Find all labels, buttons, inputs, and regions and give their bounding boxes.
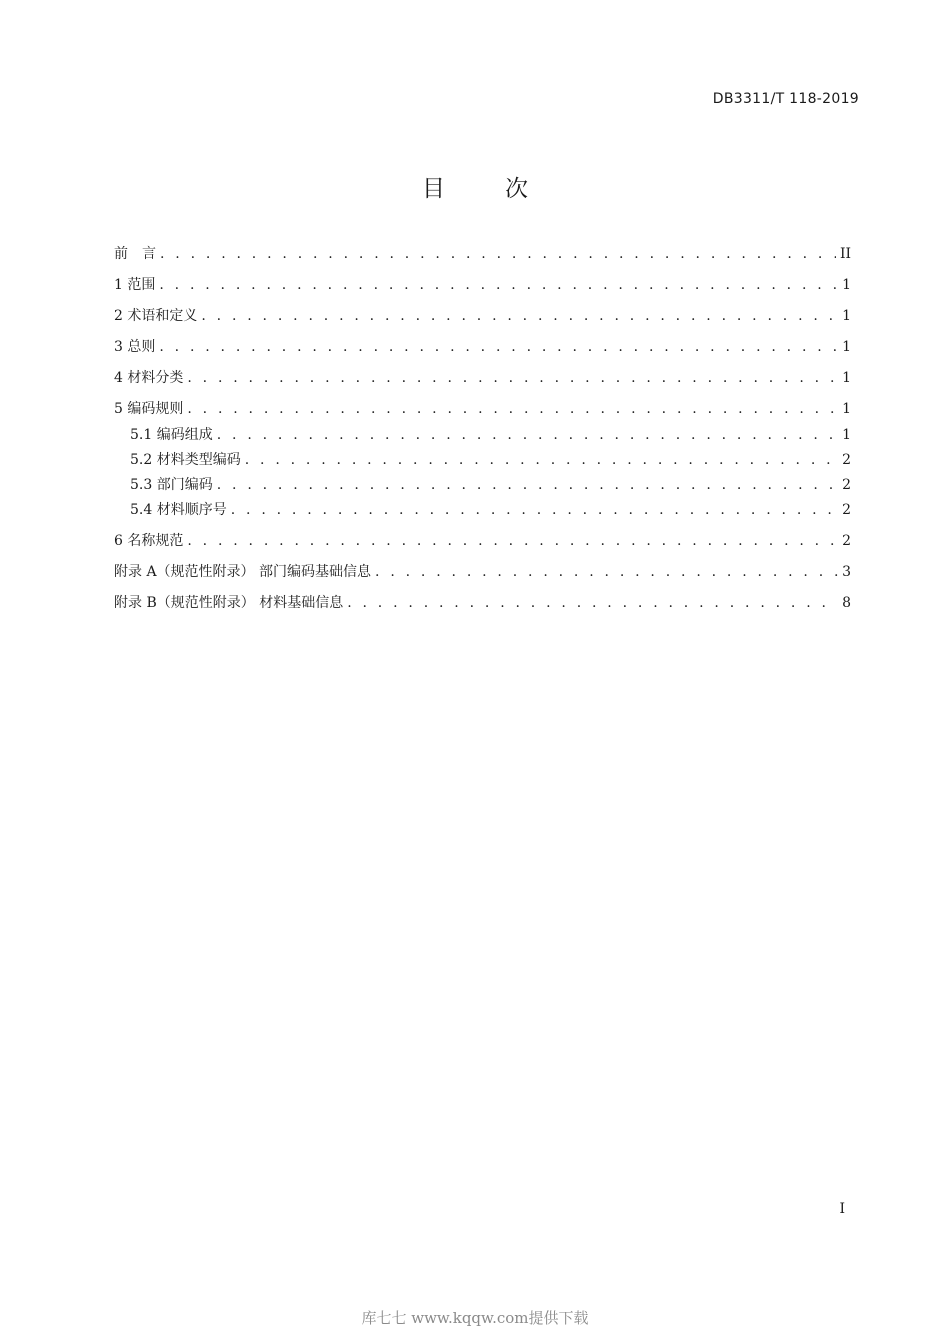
toc-leader-dots <box>245 450 838 470</box>
toc-entry-label: 5 编码规则 <box>114 401 184 417</box>
toc-entry-label: 前 言 <box>114 246 156 262</box>
toc-entry-page: 1 <box>842 339 851 355</box>
toc-leader-dots <box>375 562 838 582</box>
toc-entry-classification[interactable] <box>114 368 851 388</box>
toc-entry-label: 5.2 材料类型编码 <box>130 452 241 468</box>
toc-entry-page: 1 <box>842 427 851 443</box>
toc-leader-dots <box>347 593 838 613</box>
toc-leader-dots <box>159 275 838 295</box>
toc-entry-page: 2 <box>842 533 851 549</box>
page-title: 目次 <box>422 176 588 202</box>
toc-entry-terms[interactable] <box>114 306 851 326</box>
toc-leader-dots <box>201 306 838 326</box>
toc-entry-page: II <box>839 246 851 262</box>
toc-leader-dots <box>187 368 838 388</box>
toc-entry-page: 1 <box>842 308 851 324</box>
toc-entry-page: 1 <box>842 370 851 386</box>
toc-leader-dots <box>217 425 838 445</box>
toc-entry-page: 2 <box>842 452 851 468</box>
toc-leader-dots <box>160 244 836 264</box>
toc-entry-page: 1 <box>842 401 851 417</box>
toc-entry-appendix-b[interactable] <box>114 593 851 613</box>
page-number: I <box>839 1201 845 1217</box>
download-watermark: 库七七 www.kqqw.com提供下载 <box>361 1309 589 1327</box>
toc-entry-label: 6 名称规范 <box>114 533 184 549</box>
toc-entry-label: 5.4 材料顺序号 <box>130 502 227 518</box>
toc-leader-dots <box>217 475 838 495</box>
toc-entry-page: 2 <box>842 502 851 518</box>
toc-entry-label: 4 材料分类 <box>114 370 184 386</box>
toc-entry-department-code[interactable] <box>114 475 851 495</box>
toc-entry-appendix-a[interactable] <box>114 562 851 582</box>
toc-entry-label: 附录 B（规范性附录） 材料基础信息 <box>114 595 344 611</box>
toc-entry-material-type-code[interactable] <box>114 450 851 470</box>
toc-entry-page: 2 <box>842 477 851 493</box>
toc-entry-label: 附录 A（规范性附录） 部门编码基础信息 <box>114 564 372 580</box>
toc-leader-dots <box>187 531 838 551</box>
toc-leader-dots <box>159 337 838 357</box>
toc-entry-foreword[interactable] <box>114 244 851 264</box>
toc-entry-scope[interactable] <box>114 275 851 295</box>
toc-entry-page: 3 <box>842 564 851 580</box>
toc-entry-page: 8 <box>842 595 851 611</box>
toc-entry-label: 5.3 部门编码 <box>130 477 213 493</box>
toc-entry-label: 5.1 编码组成 <box>130 427 213 443</box>
table-of-contents <box>114 244 851 613</box>
toc-entry-naming[interactable] <box>114 531 851 551</box>
toc-entry-label: 1 范围 <box>114 277 156 293</box>
toc-entry-general[interactable] <box>114 337 851 357</box>
toc-leader-dots <box>187 399 838 419</box>
document-code: DB3311/T 118-2019 <box>712 91 859 107</box>
toc-entry-code-composition[interactable] <box>114 425 851 445</box>
toc-entry-coding-rules[interactable] <box>114 399 851 419</box>
toc-leader-dots <box>231 500 838 520</box>
toc-entry-page: 1 <box>842 277 851 293</box>
toc-entry-label: 3 总则 <box>114 339 156 355</box>
toc-entry-material-sequence[interactable] <box>114 500 851 520</box>
toc-entry-label: 2 术语和定义 <box>114 308 198 324</box>
